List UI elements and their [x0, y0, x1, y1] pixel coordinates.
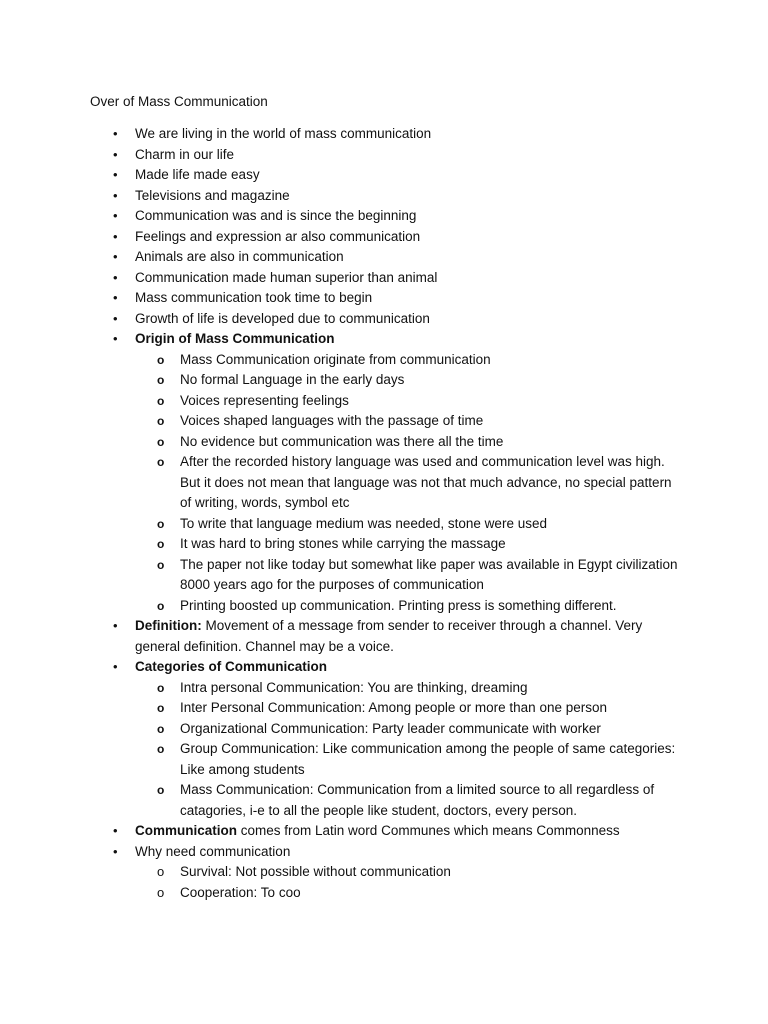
square-bullet-icon: o: [157, 721, 165, 736]
list-item: • Communication was and is since the beginning: [0, 206, 680, 227]
bullet-icon: •: [113, 659, 118, 674]
square-bullet-icon: o: [157, 516, 165, 531]
sub-list-item: o Voices shaped languages with the passage of time: [135, 411, 680, 432]
circle-bullet-icon: o: [157, 864, 165, 879]
categories-heading: Categories of Communication: [135, 659, 328, 674]
list-item: • Feelings and expression ar also communication: [0, 227, 680, 248]
sub-list-item: o Survival: Not possible without communication: [135, 862, 680, 883]
square-bullet-icon: o: [157, 434, 165, 449]
list-item: • Charm in our life: [0, 145, 680, 166]
bullet-icon: •: [113, 187, 118, 203]
sub-list-item: o No formal Language in the early days: [135, 370, 680, 391]
origin-section: [0, 329, 680, 616]
square-bullet-icon: o: [157, 373, 165, 387]
sub-list-item: o Group Communication: Like communication among the people of same categories: Like among students: [157, 741, 676, 777]
sub-list-item: o The paper not like today but somewhat like paper was available in Egypt civilization 8000 years ago for the purposes of communication: [157, 556, 678, 592]
bullet-icon: •: [113, 269, 118, 285]
why-section: [0, 842, 680, 904]
sub-list-item: o It was hard to bring stones while carrying the massage: [135, 534, 680, 555]
bullet-icon: •: [113, 823, 118, 838]
square-bullet-icon: o: [157, 414, 165, 428]
sub-list-item: o Mass Communication originate from communication: [135, 350, 680, 371]
list-item: • Communication made human superior than animal: [0, 268, 680, 289]
bullet-icon: •: [113, 167, 118, 182]
list-item: • Growth of life is developed due to communication: [0, 309, 680, 330]
sub-list-item: o Organizational Communication: Party leader communicate with worker: [135, 719, 680, 740]
sub-list-item: o To write that language medium was needed, stone were used: [135, 514, 680, 535]
categories-section: [0, 657, 680, 821]
sub-list-item: o Voices representing feelings: [135, 391, 680, 412]
sub-list-item: o Inter Personal Communication: Among people or more than one person: [135, 698, 680, 719]
bullet-icon: •: [113, 843, 118, 859]
square-bullet-icon: o: [157, 701, 165, 715]
square-bullet-icon: o: [157, 598, 165, 613]
document-title: Over of Mass Communication: [90, 94, 268, 109]
definition-item: [0, 616, 680, 657]
definition-text: Movement of a message from sender to receiver through a channel. Very general definition. Channel may be a voice.: [135, 618, 643, 654]
bullet-icon: •: [113, 618, 118, 633]
categories-sublist: [135, 678, 680, 822]
bullet-icon: •: [113, 331, 118, 346]
origin-heading: Origin of Mass Communication: [135, 331, 335, 346]
list-item: • Mass communication took time to begin: [0, 288, 680, 309]
bullet-icon: •: [113, 208, 118, 223]
why-heading: Why need communication: [135, 843, 291, 859]
bullet-icon: •: [113, 126, 118, 141]
sub-list-item: o Printing boosted up communication. Printing press is something different.: [135, 596, 680, 617]
square-bullet-icon: o: [157, 455, 165, 469]
origin-word-text: comes from Latin word Communes which means Commonness: [237, 823, 620, 838]
list-item: • Made life made easy: [0, 165, 680, 186]
why-sublist: [135, 862, 680, 903]
square-bullet-icon: o: [157, 352, 165, 367]
circle-bullet-icon: o: [157, 884, 165, 900]
bullet-icon: •: [113, 146, 118, 162]
square-bullet-icon: o: [157, 537, 165, 551]
square-bullet-icon: o: [157, 783, 165, 797]
bullet-icon: •: [113, 290, 118, 305]
bullet-icon: •: [113, 228, 118, 244]
origin-word-item: [0, 821, 680, 842]
bullet-icon: •: [113, 249, 118, 264]
square-bullet-icon: o: [157, 742, 165, 756]
square-bullet-icon: o: [157, 680, 165, 695]
list-item: • Animals are also in communication: [0, 247, 680, 268]
sub-list-item: o After the recorded history language was used and communication level was high. But it does not mean that language was not that much advance, no special pattern of writing, words, symbol etc: [157, 454, 672, 510]
sub-list-item: o Intra personal Communication: You are thinking, dreaming: [135, 678, 680, 699]
sub-list-item: o No evidence but communication was there all the time: [135, 432, 680, 453]
list-item: • Televisions and magazine: [0, 186, 680, 207]
sub-list-item: o Mass Communication: Communication from a limited source to all regardless of catagories, i-e to all the people like student, doctors, every person.: [157, 782, 655, 818]
square-bullet-icon: o: [157, 557, 165, 572]
origin-sublist: [135, 350, 680, 617]
definition-label: Definition:: [135, 618, 202, 633]
sub-list-item: o Cooperation: To coo: [135, 883, 680, 904]
bullet-icon: •: [113, 310, 118, 326]
square-bullet-icon: o: [157, 393, 165, 408]
main-bullet-list: [0, 124, 768, 903]
list-item: • We are living in the world of mass communication: [0, 124, 680, 145]
origin-word-label: Communication: [135, 823, 238, 838]
